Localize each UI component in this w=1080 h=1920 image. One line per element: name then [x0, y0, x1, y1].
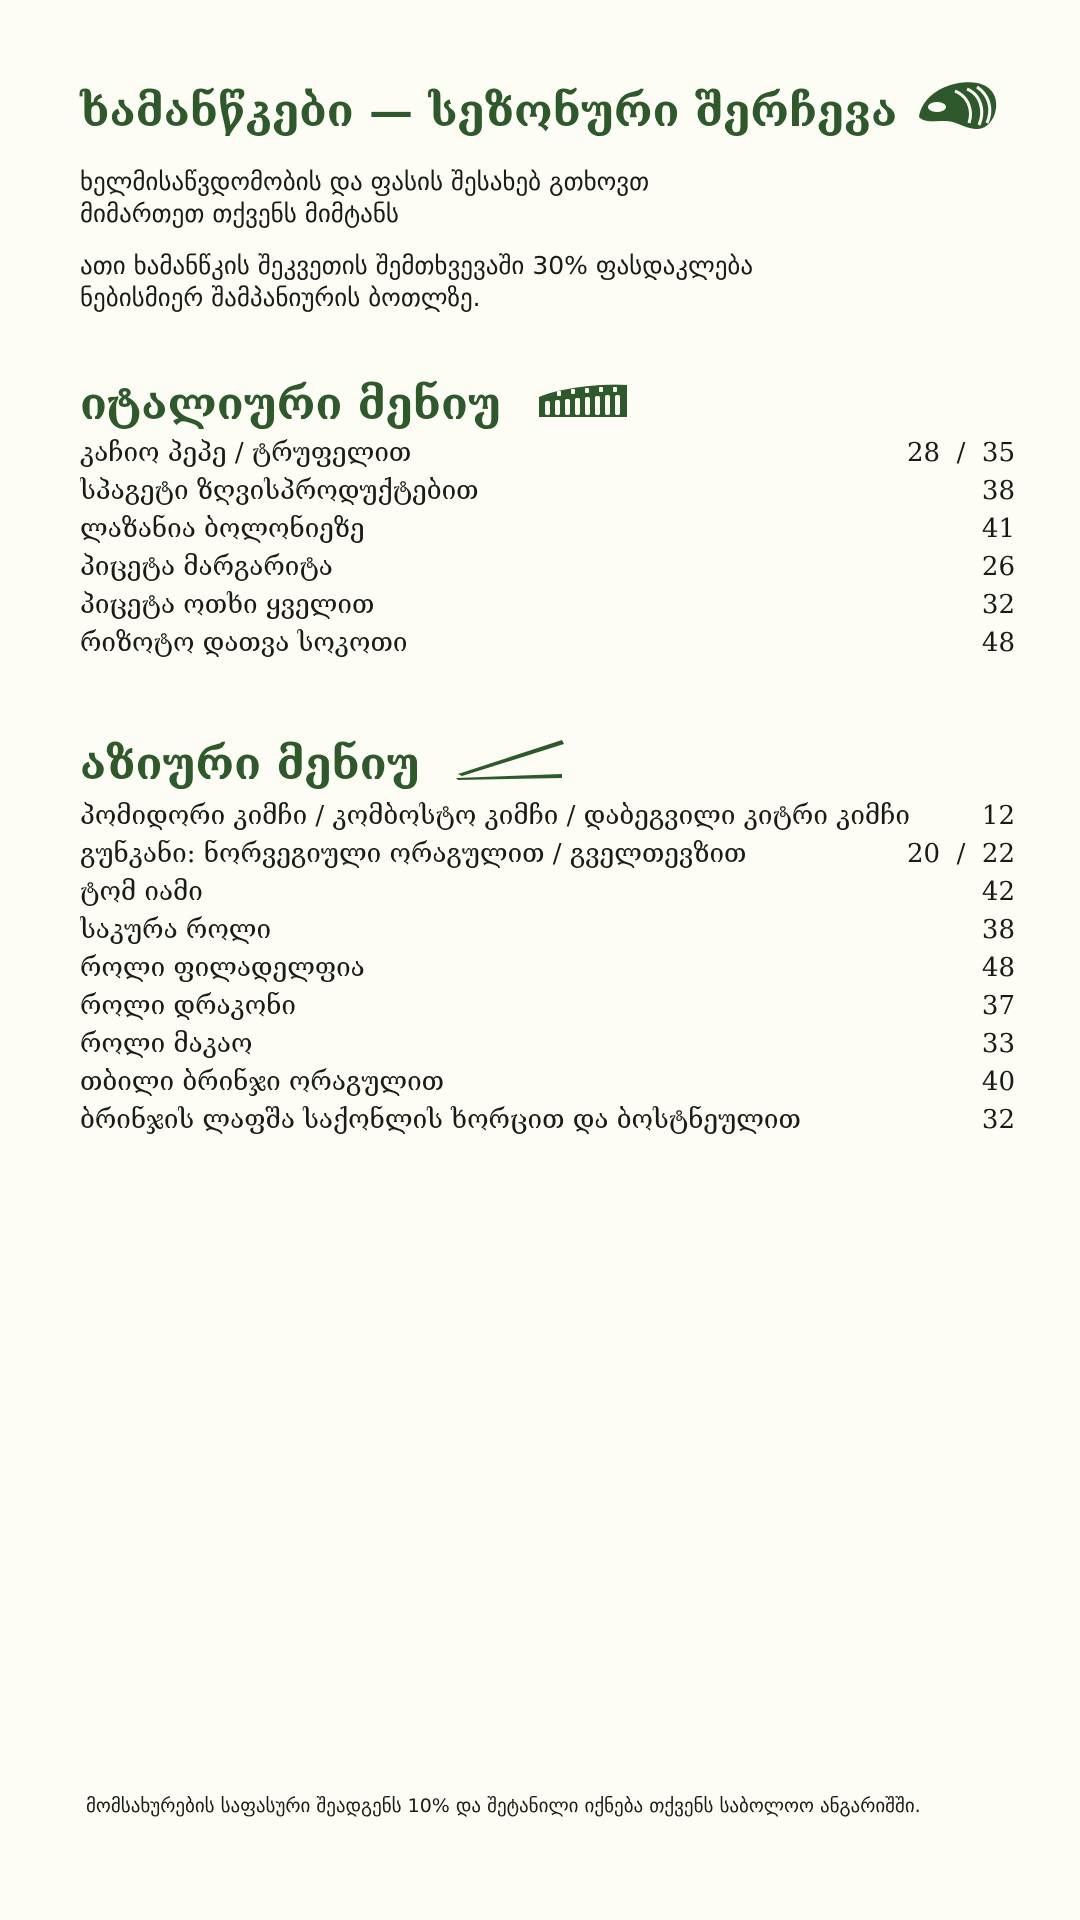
- menu-item-name: საკურა როლი: [80, 915, 272, 945]
- menu-item-name: ლაზანია ბოლონიეზე: [80, 514, 365, 544]
- menu-item-name: როლი დრაკონი: [80, 991, 296, 1021]
- menu-item-price: 32: [981, 590, 1015, 620]
- menu-item: [80, 1025, 1015, 1063]
- menu-item-price: 37: [981, 991, 1015, 1021]
- asian-title-text: აზიური მენიუ: [80, 738, 420, 790]
- italian-section: [80, 378, 1015, 662]
- menu-item-name: გუნკანი: ნორვეგიული ორაგულით / გველთევზით: [80, 839, 747, 869]
- menu-item: [80, 911, 1015, 949]
- menu-item-price: 28 / 35: [907, 438, 1015, 468]
- menu-item: [80, 1063, 1015, 1101]
- menu-item-price: 42: [981, 877, 1015, 907]
- menu-item: [80, 1101, 1015, 1139]
- asian-section: [80, 734, 1015, 1139]
- menu-item: [80, 510, 1015, 548]
- menu-item-name: როლი მაკაო: [80, 1029, 253, 1059]
- menu-item-price: 38: [981, 476, 1015, 506]
- menu-item-name: პომიდორი კიმჩი / კომბოსტო კიმჩი / დაბეგვილი კიტრი კიმჩი: [80, 801, 910, 831]
- menu-item-name: როლი ფილადელფია: [80, 953, 365, 983]
- asian-title: [80, 734, 1015, 795]
- menu-item-price: 26: [981, 552, 1015, 582]
- menu-item-price: 48: [981, 628, 1015, 658]
- menu-item-name: პიცეტა ოთხი ყველით: [80, 590, 375, 620]
- oysters-title-text: ხამანწკები — სეზონური შერჩევა: [80, 85, 898, 137]
- oysters-title: [80, 77, 999, 146]
- menu-item: [80, 586, 1015, 624]
- italian-title-text: იტალიური მენიუ: [80, 379, 502, 430]
- italian-item-list: [80, 434, 1015, 662]
- discount-note-line1: ათი ხამანწკის შეკვეთის შემთხვევაში 30% ფასდაკლება: [80, 251, 754, 280]
- colosseum-icon: [537, 378, 629, 432]
- menu-item: [80, 624, 1015, 662]
- menu-item-price: 41: [981, 514, 1015, 544]
- chopsticks-icon: [454, 734, 566, 795]
- oysters-section: [80, 77, 999, 314]
- menu-item-name: კაჩიო პეპე / ტრუფელით: [80, 438, 412, 468]
- menu-item: [80, 548, 1015, 586]
- discount-note-line2: ნებისმიერ შამპანიურის ბოთლზე.: [80, 283, 481, 312]
- menu-item: [80, 873, 1015, 911]
- menu-item-price: 38: [981, 915, 1015, 945]
- italian-title: [80, 378, 1015, 432]
- menu-item-name: თბილი ბრინჯი ორაგულით: [80, 1067, 444, 1097]
- menu-item-name: რიზოტო დათვა სოკოთი: [80, 628, 408, 658]
- asian-item-list: [80, 797, 1015, 1139]
- menu-item: [80, 835, 1015, 873]
- availability-note-line1: ხელმისაწვდომობის და ფასის შესახებ გთხოვთ: [80, 167, 650, 196]
- menu-item-price: 40: [981, 1067, 1015, 1097]
- menu-item: [80, 797, 1015, 835]
- menu-item: [80, 472, 1015, 510]
- menu-item: [80, 434, 1015, 472]
- menu-item: [80, 987, 1015, 1025]
- menu-item-name: ტომ იამი: [80, 877, 203, 907]
- menu-item-price: 33: [981, 1029, 1015, 1059]
- availability-note-line2: მიმართეთ თქვენს მიმტანს: [80, 199, 399, 228]
- menu-item-name: სპაგეტი ზღვისპროდუქტებით: [80, 476, 479, 506]
- service-charge-note: მომსახურების საფასური შეადგენს 10% და შეტანილი იქნება თქვენს საბოლოო ანგარიშში.: [86, 1795, 921, 1817]
- menu-item-name: პიცეტა მარგარიტა: [80, 552, 333, 582]
- oyster-shell-icon: [915, 77, 999, 146]
- menu-item-price: 48: [981, 953, 1015, 983]
- menu-item: [80, 949, 1015, 987]
- menu-item-price: 32: [981, 1105, 1015, 1135]
- menu-item-price: 12: [981, 801, 1015, 831]
- menu-item-price: 20 / 22: [907, 839, 1015, 869]
- menu-item-name: ბრინჯის ლაფშა საქონლის ხორცით და ბოსტნეულით: [80, 1105, 801, 1135]
